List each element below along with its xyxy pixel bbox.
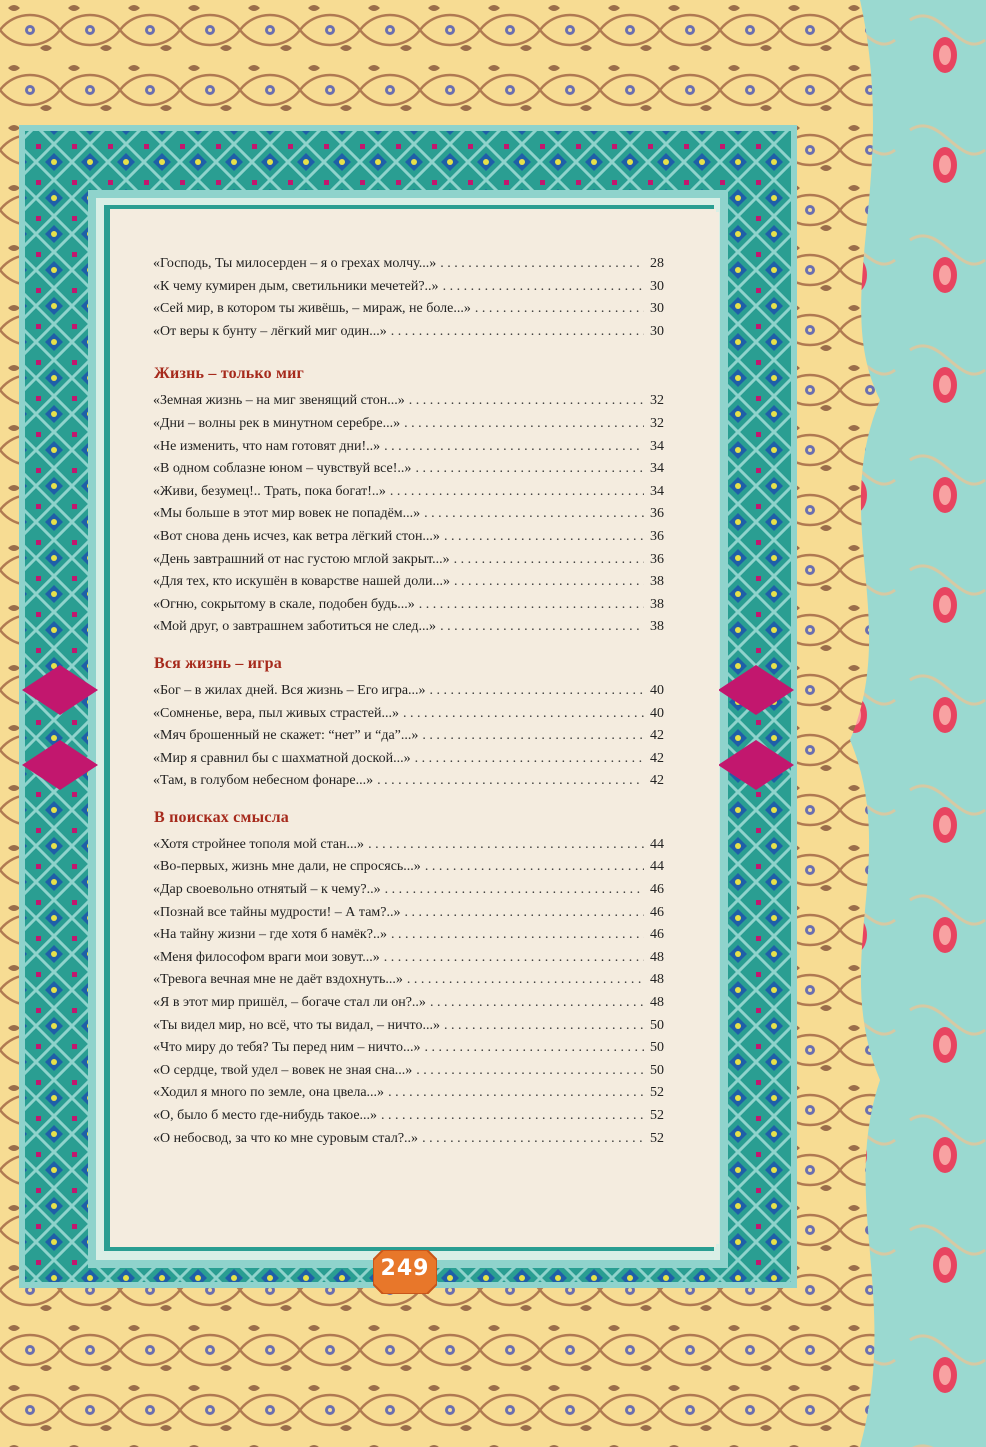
table-of-contents [153,253,664,1150]
toc-entry[interactable]: «О, было б место где-нибудь такое...» . . . 52 [153,1105,664,1128]
page-ref: 36 [650,551,664,567]
toc-section [153,653,664,793]
page-ref: 40 [650,705,664,721]
toc-entry[interactable]: «Огню, сокрытому в скале, подобен будь...» . . . 38 [153,594,664,617]
toc-entry[interactable]: «На тайну жизни – где хотя б намёк?..» . . . 46 [153,924,664,947]
section-heading: Жизнь – только миг [154,365,305,383]
section-heading: Вся жизнь – игра [154,654,282,672]
page-ref: 48 [650,995,664,1011]
page-ref: 30 [650,278,664,294]
page-ref: 50 [650,1062,664,1078]
page-ref: 44 [650,836,664,852]
toc-entry[interactable]: «Ты видел мир, но всё, что ты видал, – ничто...» . . . 50 [153,1015,664,1038]
page-ref: 40 [650,682,664,698]
page-ref: 44 [650,859,664,875]
page-ref: 42 [650,728,664,744]
page-ref: 30 [650,323,664,339]
toc-entry[interactable]: «Что миру до тебя? Ты перед ним – ничто...» . . . 50 [153,1037,664,1060]
toc-entry[interactable]: «Господь, Ты милосерден – я о грехах молчу...» . . . 28 [153,253,664,276]
toc-entry[interactable]: «Мир я сравнил бы с шахматной доской...» . . . 42 [153,748,664,771]
page-ref: 34 [650,461,664,477]
page-ref: 48 [650,972,664,988]
toc-entry[interactable]: «Сомненье, вера, пыл живых страстей...» . . . 40 [153,703,664,726]
page-ref: 46 [650,904,664,920]
toc-entry[interactable]: «Мой друг, о завтрашнем заботиться не след...» . . . 38 [153,616,664,639]
page-ref: 34 [650,483,664,499]
toc-entry[interactable]: «Бог – в жилах дней. Вся жизнь – Его игра...» . . . 40 [153,680,664,703]
page-ref: 52 [650,1130,664,1146]
toc-entry[interactable]: «К чему кумирен дым, светильники мечетей?..» . . . 30 [153,276,664,299]
toc-entry[interactable]: «Во-первых, жизнь мне дали, не спросясь...» . . . 44 [153,856,664,879]
page-ref: 36 [650,528,664,544]
toc-entry[interactable]: «День завтрашний от нас густою мглой закрыт...» . . . 36 [153,549,664,572]
page-ref: 28 [650,256,664,271]
toc-entry[interactable]: «Тревога вечная мне не даёт вздохнуть...» . . . 48 [153,969,664,992]
section-heading: В поисках смысла [154,808,289,826]
page-ref: 50 [650,1040,664,1056]
toc-entry[interactable]: «Я в этот мир пришёл, – богаче стал ли он?..» . . . 48 [153,992,664,1015]
page-ref: 46 [650,927,664,943]
page-ref: 32 [650,393,664,409]
page-ref: 42 [650,773,664,789]
page-ref: 48 [650,949,664,965]
page-ref: 30 [650,301,664,317]
toc-entry[interactable]: «Там, в голубом небесном фонаре...» . . . 42 [153,770,664,793]
toc-entry[interactable]: «О небосвод, за что ко мне суровым стал?..» . . . 52 [153,1128,664,1151]
toc-entry[interactable]: «Дни – волны рек в минутном серебре...» . . . 32 [153,413,664,436]
toc-entry[interactable]: «Дар своевольно отнятый – к чему?..» . . . 46 [153,879,664,902]
toc-entry[interactable]: «От веры к бунту – лёгкий миг один...» . . . 30 [153,321,664,344]
toc-entry[interactable]: «Земная жизнь – на миг звенящий стон...» . . . 32 [153,390,664,413]
page-number: 249 [380,1256,430,1281]
page-ref: 34 [650,438,664,454]
toc-section [153,363,664,639]
toc-entry[interactable]: «Не изменить, что нам готовят дни!..» . . . 34 [153,436,664,459]
toc-section [153,807,664,1150]
page-ref: 46 [650,882,664,898]
page-ref: 50 [650,1017,664,1033]
toc-entry[interactable]: «Сей мир, в котором ты живёшь, – мираж, не боле...» . . . 30 [153,298,664,321]
toc-section [153,253,664,343]
toc-entry[interactable]: «Хотя стройнее тополя мой стан...» . . . 44 [153,834,664,857]
page-ref: 32 [650,415,664,431]
toc-entry[interactable]: «Мяч брошенный не скажет: “нет” и “да”...» . . . 42 [153,725,664,748]
toc-entry[interactable]: «Мы больше в этот мир вовек не попадём...» . . . 36 [153,503,664,526]
page-ref: 36 [650,506,664,522]
toc-entry[interactable]: «Для тех, кто искушён в коварстве нашей доли...» . . . 38 [153,571,664,594]
toc-entry[interactable]: «Познай все тайны мудрости! – А там?..» . . . 46 [153,902,664,925]
page-ref: 52 [650,1085,664,1101]
page-ref: 38 [650,619,664,635]
page-ref: 38 [650,574,664,590]
toc-entry[interactable]: «Живи, безумец!.. Трать, пока богат!..» . . . 34 [153,481,664,504]
toc-entry[interactable]: «В одном соблазне юном – чувствуй все!..» . . . 34 [153,458,664,481]
toc-entry[interactable]: «Ходил я много по земле, она цвела...» . . . 52 [153,1082,664,1105]
toc-entry[interactable]: «О сердце, твой удел – вовек не зная сна...» . . . 50 [153,1060,664,1083]
page-ref: 38 [650,596,664,612]
toc-entry[interactable]: «Меня философом враги мои зовут...» . . . 48 [153,947,664,970]
page-ref: 42 [650,750,664,766]
page-ref: 52 [650,1108,664,1123]
toc-entry[interactable]: «Вот снова день исчез, как ветра лёгкий стон...» . . . 36 [153,526,664,549]
